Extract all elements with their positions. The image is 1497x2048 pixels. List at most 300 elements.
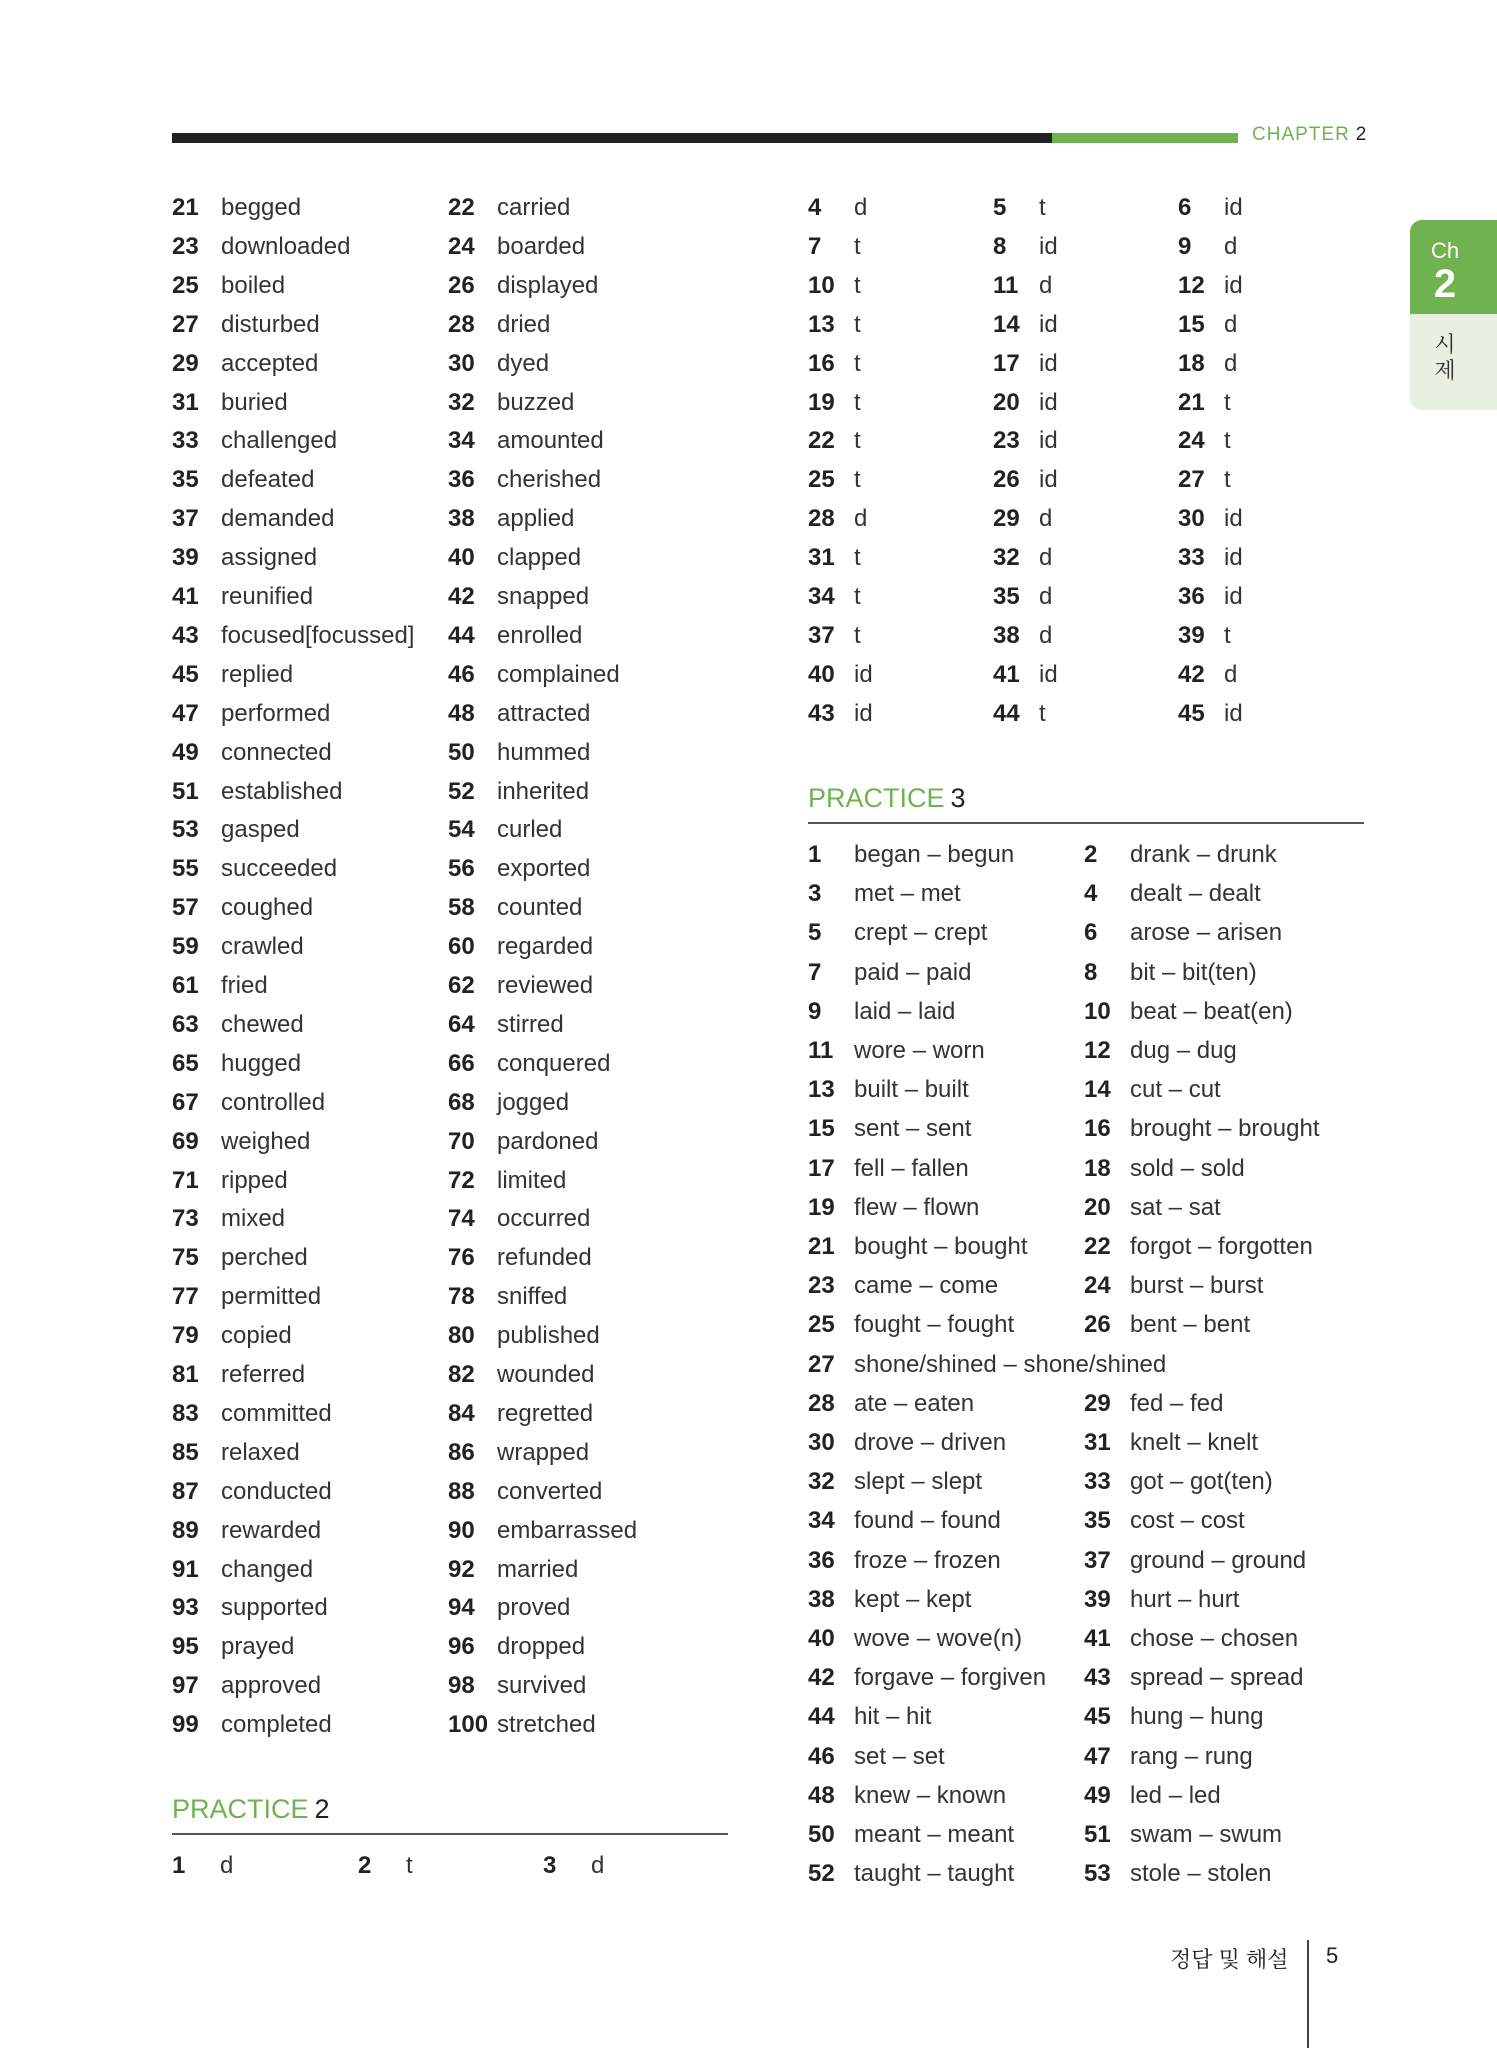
answer-number: 41 [172,583,199,610]
answer-text: mixed [221,1205,286,1233]
answer-text: t [1039,699,1046,727]
answer-text: crawled [221,933,304,961]
answer-number: 82 [448,1361,475,1388]
answer-text: d [1224,232,1238,260]
answer-text: challenged [221,427,338,455]
answer-text: d [1224,310,1238,338]
answer-number: 98 [448,1672,475,1700]
answer-number: 43 [808,699,835,727]
answer-text: sent – sent [854,1115,972,1143]
answer-text: sniffed [497,1283,568,1311]
answer-number: 6 [1084,919,1098,947]
answer-text: bit – bit(ten) [1130,958,1257,986]
answer-number: 93 [172,1594,199,1622]
answer-text: met – met [854,880,961,908]
answer-number: 38 [808,1585,835,1613]
answer-number: 4 [808,194,822,221]
answer-number: 3 [808,880,822,908]
answer-text: id [1224,505,1243,533]
answer-text: connected [221,738,332,766]
answer-number: 29 [172,349,199,377]
answer-text: regarded [497,933,594,961]
answer-text: t [1039,194,1046,221]
answer-text: begged [221,194,302,221]
answer-number: 41 [1084,1625,1111,1652]
answer-number: 35 [993,583,1020,610]
answer-number: 34 [448,427,475,455]
answer-text: id [854,660,873,688]
side-tab-number: 2 [1433,262,1457,306]
practice2-rule [172,1833,728,1835]
answer-text: hurt – hurt [1130,1585,1240,1613]
answer-text: t [854,544,861,572]
answer-number: 50 [808,1821,835,1848]
answer-text: focused[focussed] [221,621,415,649]
answer-text: survived [497,1672,587,1700]
answer-text: id [1039,388,1058,416]
answer-number: 13 [808,310,835,338]
answer-text: occurred [497,1205,591,1233]
answer-number: 2 [1084,841,1098,868]
answer-text: cost – cost [1130,1507,1245,1535]
answer-text: d [1224,349,1238,377]
answer-number: 48 [448,699,475,727]
answer-text: wove – wove(n) [854,1625,1023,1652]
answer-text: buzzed [497,388,575,416]
answer-number: 54 [448,816,475,844]
answer-number: 56 [448,855,475,883]
answer-text: crept – crept [854,919,988,947]
answer-number: 39 [172,544,199,572]
answer-text: swam – swum [1130,1821,1283,1848]
answer-number: 81 [172,1361,199,1388]
answer-text: referred [221,1361,306,1388]
answer-number: 94 [448,1594,475,1622]
answer-text: id [1224,194,1243,221]
answer-number: 22 [808,427,835,455]
answer-number: 1 [172,1852,186,1879]
answer-number: 12 [1084,1037,1111,1064]
answer-number: 8 [1084,958,1098,986]
answer-text: chewed [221,1010,304,1038]
answer-number: 95 [172,1633,199,1661]
answer-text: froze – frozen [854,1546,1001,1574]
answer-number: 44 [448,621,475,649]
answer-number: 18 [1084,1154,1111,1182]
answer-number: 59 [172,933,199,961]
answer-number: 16 [808,349,835,377]
answer-text: permitted [221,1283,322,1311]
answer-text: cut – cut [1130,1076,1221,1104]
practice3-heading: PRACTICE 3 [808,783,966,813]
answer-text: completed [221,1711,332,1739]
answer-number: 47 [172,699,199,727]
answer-text: rewarded [221,1516,322,1544]
answer-number: 26 [448,271,475,299]
answer-text: ripped [221,1166,288,1194]
answer-number: 61 [172,972,199,999]
answer-text: changed [221,1555,314,1583]
answer-number: 90 [448,1516,475,1544]
footer-divider [1307,1940,1309,2048]
answer-text: t [854,349,861,377]
answer-text: d [1039,583,1053,610]
answer-text: d [220,1852,234,1879]
answer-number: 14 [1084,1076,1111,1104]
answer-number: 89 [172,1516,199,1544]
answer-text: hit – hit [854,1703,932,1731]
answer-text: stretched [497,1711,596,1739]
answer-text: d [854,505,868,533]
answer-number: 88 [448,1477,475,1505]
answer-number: 45 [172,660,199,688]
answer-number: 70 [448,1127,475,1155]
answer-number: 7 [808,958,822,986]
answer-number: 71 [172,1166,199,1194]
answer-number: 28 [448,310,475,338]
answer-number: 31 [172,388,199,416]
answer-text: chose – chosen [1130,1625,1299,1652]
answer-number: 36 [448,466,475,494]
answer-number: 24 [1084,1272,1111,1300]
answer-number: 42 [448,583,475,610]
answer-text: prayed [221,1633,295,1661]
answer-number: 55 [172,855,199,883]
answer-text: sold – sold [1130,1154,1245,1182]
answer-number: 26 [993,466,1020,494]
answer-text: jogged [497,1088,570,1116]
answer-number: 28 [808,505,835,533]
answer-text: forgave – forgiven [854,1664,1047,1692]
answer-text: found – found [854,1507,1001,1535]
answer-number: 41 [993,660,1020,688]
answer-number: 39 [1178,621,1205,649]
answer-text: d [1039,544,1053,572]
answer-number: 21 [172,194,199,221]
answer-number: 33 [1084,1468,1111,1496]
answer-text: came – come [854,1272,999,1300]
answer-number: 97 [172,1672,199,1700]
answer-number: 67 [172,1088,199,1116]
answer-number: 78 [448,1283,475,1311]
answer-text: t [1224,427,1231,455]
answer-number: 2 [358,1852,372,1879]
answer-number: 64 [448,1010,475,1038]
answer-text: converted [497,1477,603,1505]
answer-text: cherished [497,466,602,494]
answer-text: id [1039,466,1058,494]
answer-text: beat – beat(en) [1130,997,1293,1025]
answer-text: t [1224,466,1231,494]
answer-text: fried [221,972,268,999]
answer-text: meant – meant [854,1821,1015,1848]
answer-number: 19 [808,388,835,416]
answer-number: 27 [808,1350,835,1378]
answer-text: reunified [221,583,314,610]
side-tab-ch: Ch [1430,238,1460,263]
answer-text: t [854,583,861,610]
answer-number: 87 [172,1477,199,1505]
answer-number: 40 [808,1625,835,1652]
answer-text: t [854,271,861,299]
answer-number: 60 [448,933,475,961]
answer-text: perched [221,1244,308,1272]
answer-text: led – led [1130,1781,1221,1809]
answer-number: 75 [172,1244,199,1272]
answer-number: 18 [1178,349,1205,377]
answer-text: displayed [497,271,599,299]
answer-number: 12 [1178,271,1205,299]
answer-text: fell – fallen [854,1154,969,1182]
answer-number: 32 [993,544,1020,572]
answer-number: 25 [808,1311,835,1339]
answer-number: 11 [808,1037,834,1064]
answer-text: wore – worn [854,1037,985,1064]
answer-number: 5 [993,194,1007,221]
chapter-number: 2 [1355,124,1368,145]
answer-text: t [854,466,861,494]
answer-number: 36 [1178,583,1205,610]
answer-number: 50 [448,738,475,766]
answer-number: 35 [1084,1507,1111,1535]
answer-text: d [1039,505,1053,533]
answer-number: 10 [808,271,835,299]
answer-number: 22 [1084,1233,1111,1260]
answer-text: arose – arisen [1130,919,1283,947]
answer-number: 100 [448,1711,489,1739]
answer-number: 19 [808,1193,835,1221]
answer-number: 66 [448,1049,475,1077]
answer-text: flew – flown [854,1193,980,1221]
answer-text: sat – sat [1130,1193,1221,1221]
answer-number: 30 [808,1429,835,1456]
answer-text: dug – dug [1130,1037,1237,1064]
answer-text: began – begun [854,841,1015,868]
answer-text: copied [221,1322,292,1350]
answer-number: 40 [448,544,475,572]
answer-text: forgot – forgotten [1130,1233,1313,1260]
answer-number: 37 [808,621,835,649]
answer-text: enrolled [497,621,583,649]
answer-number: 5 [808,919,822,947]
answer-number: 36 [808,1546,835,1574]
answer-text: carried [497,194,571,221]
answer-text: ground – ground [1130,1546,1307,1574]
answer-number: 10 [1084,997,1111,1025]
answer-number: 23 [172,232,199,260]
answer-text: d [1039,271,1053,299]
answer-text: id [1224,544,1243,572]
answer-text: bent – bent [1130,1311,1251,1339]
answer-text: limited [497,1166,567,1194]
answer-text: kept – kept [854,1585,972,1613]
answer-number: 91 [172,1555,199,1583]
answer-text: boiled [221,271,286,299]
answer-number: 22 [448,194,475,221]
answer-number: 4 [1084,880,1098,908]
answer-text: taught – taught [854,1860,1015,1888]
answer-text: refunded [497,1244,592,1272]
answer-text: t [854,310,861,338]
answer-number: 84 [448,1399,475,1427]
answer-text: counted [497,894,583,922]
answer-text: gasped [221,816,300,844]
answer-number: 30 [1178,505,1205,533]
answer-text: hummed [497,738,591,766]
answer-text: id [854,699,873,727]
answer-text: replied [221,660,294,688]
answer-text: d [854,194,868,221]
answer-number: 35 [172,466,199,494]
answer-number: 25 [172,271,199,299]
answer-text: defeated [221,466,315,494]
answer-text: id [1039,660,1058,688]
answer-number: 76 [448,1244,475,1272]
answer-number: 8 [993,232,1007,260]
answer-text: coughed [221,894,314,922]
answer-text: complained [497,660,620,688]
answer-text: conquered [497,1049,611,1077]
answer-text: assigned [221,544,318,572]
answer-number: 29 [993,505,1020,533]
answer-number: 46 [448,660,475,688]
answer-text: paid – paid [854,958,972,986]
answer-number: 17 [808,1154,835,1182]
answer-text: published [497,1322,600,1350]
answer-number: 21 [808,1233,835,1260]
header-bar-accent [1052,133,1238,143]
answer-number: 31 [1084,1429,1111,1456]
answer-text: d [1039,621,1053,649]
answer-number: 52 [808,1860,835,1888]
side-tab-topic: 시 제 [1434,332,1456,383]
answer-number: 32 [448,388,475,416]
answer-text: d [1224,660,1238,688]
answer-number: 3 [543,1852,557,1879]
answer-number: 72 [448,1166,475,1194]
answer-text: id [1039,349,1058,377]
answer-number: 23 [808,1272,835,1300]
answer-text: spread – spread [1130,1664,1304,1692]
answer-text: married [497,1555,579,1583]
answer-number: 77 [172,1283,199,1311]
answer-text: proved [497,1594,571,1622]
answer-number: 96 [448,1633,475,1661]
answer-number: 34 [808,1507,835,1535]
answer-number: 13 [808,1076,835,1104]
answer-number: 44 [808,1703,835,1731]
answer-text: d [591,1852,605,1879]
answer-text: id [1224,699,1243,727]
answer-text: rang – rung [1130,1742,1253,1770]
answer-number: 26 [1084,1311,1111,1339]
answer-number: 99 [172,1711,199,1739]
answer-text: bought – bought [854,1233,1028,1260]
answer-text: wrapped [497,1438,590,1466]
answer-text: hugged [221,1049,302,1077]
answer-number: 43 [1084,1664,1111,1692]
answer-number: 48 [808,1781,835,1809]
answer-number: 21 [1178,388,1205,416]
answer-number: 40 [808,660,835,688]
answer-number: 24 [448,232,475,260]
answer-number: 85 [172,1438,199,1466]
answer-text: dealt – dealt [1130,880,1261,908]
answer-text: boarded [497,232,586,260]
answer-number: 37 [172,505,199,533]
page-number: 5 [1326,1943,1339,1968]
answer-number: 33 [172,427,199,455]
answer-number: 7 [808,232,822,260]
answer-number: 16 [1084,1115,1111,1143]
answer-text: built – built [854,1076,969,1104]
answer-number: 73 [172,1205,199,1233]
answer-text: curled [497,816,563,844]
answer-text: burst – burst [1130,1272,1264,1300]
answer-text: ate – eaten [854,1389,975,1417]
answer-number: 53 [1084,1860,1111,1888]
answer-text: succeeded [221,855,338,883]
answer-number: 46 [808,1742,835,1770]
answer-text: hung – hung [1130,1703,1264,1731]
answer-text: demanded [221,505,335,533]
answer-number: 62 [448,972,475,999]
answer-text: brought – brought [1130,1115,1320,1143]
answer-number: 68 [448,1088,475,1116]
answer-number: 47 [1084,1742,1111,1770]
answer-text: fed – fed [1130,1389,1224,1417]
answer-number: 14 [993,310,1020,338]
answer-text: inherited [497,777,590,805]
answer-number: 33 [1178,544,1205,572]
answer-number: 23 [993,427,1020,455]
answer-text: accepted [221,349,319,377]
answer-text: dropped [497,1633,586,1661]
answer-number: 38 [993,621,1020,649]
chapter-side-tab [1410,220,1497,410]
answer-text: fought – fought [854,1311,1015,1339]
answer-text: t [1224,388,1231,416]
answer-number: 79 [172,1322,199,1350]
answer-number: 69 [172,1127,199,1155]
answer-text: relaxed [221,1438,300,1466]
answer-number: 20 [993,388,1020,416]
answer-text: slept – slept [854,1468,983,1496]
answer-number: 43 [172,621,199,649]
answer-text: id [1039,427,1058,455]
practice3-rule [808,822,1364,824]
answer-text: t [854,388,861,416]
answer-number: 38 [448,505,475,533]
answer-text: pardoned [497,1127,599,1155]
answer-number: 83 [172,1399,199,1427]
answer-text: buried [221,388,288,416]
answer-text: drank – drunk [1130,841,1277,868]
answer-text: exported [497,855,591,883]
answer-number: 44 [993,699,1020,727]
answer-number: 24 [1178,427,1205,455]
answer-number: 42 [1178,660,1205,688]
answer-text: committed [221,1399,332,1427]
answer-text: established [221,777,343,805]
answer-text: downloaded [221,232,351,260]
answer-number: 53 [172,816,199,844]
answer-text: stole – stolen [1130,1860,1272,1888]
answer-number: 32 [808,1468,835,1496]
answer-number: 11 [993,271,1019,299]
answer-text: dyed [497,349,550,377]
answer-text: supported [221,1594,328,1622]
